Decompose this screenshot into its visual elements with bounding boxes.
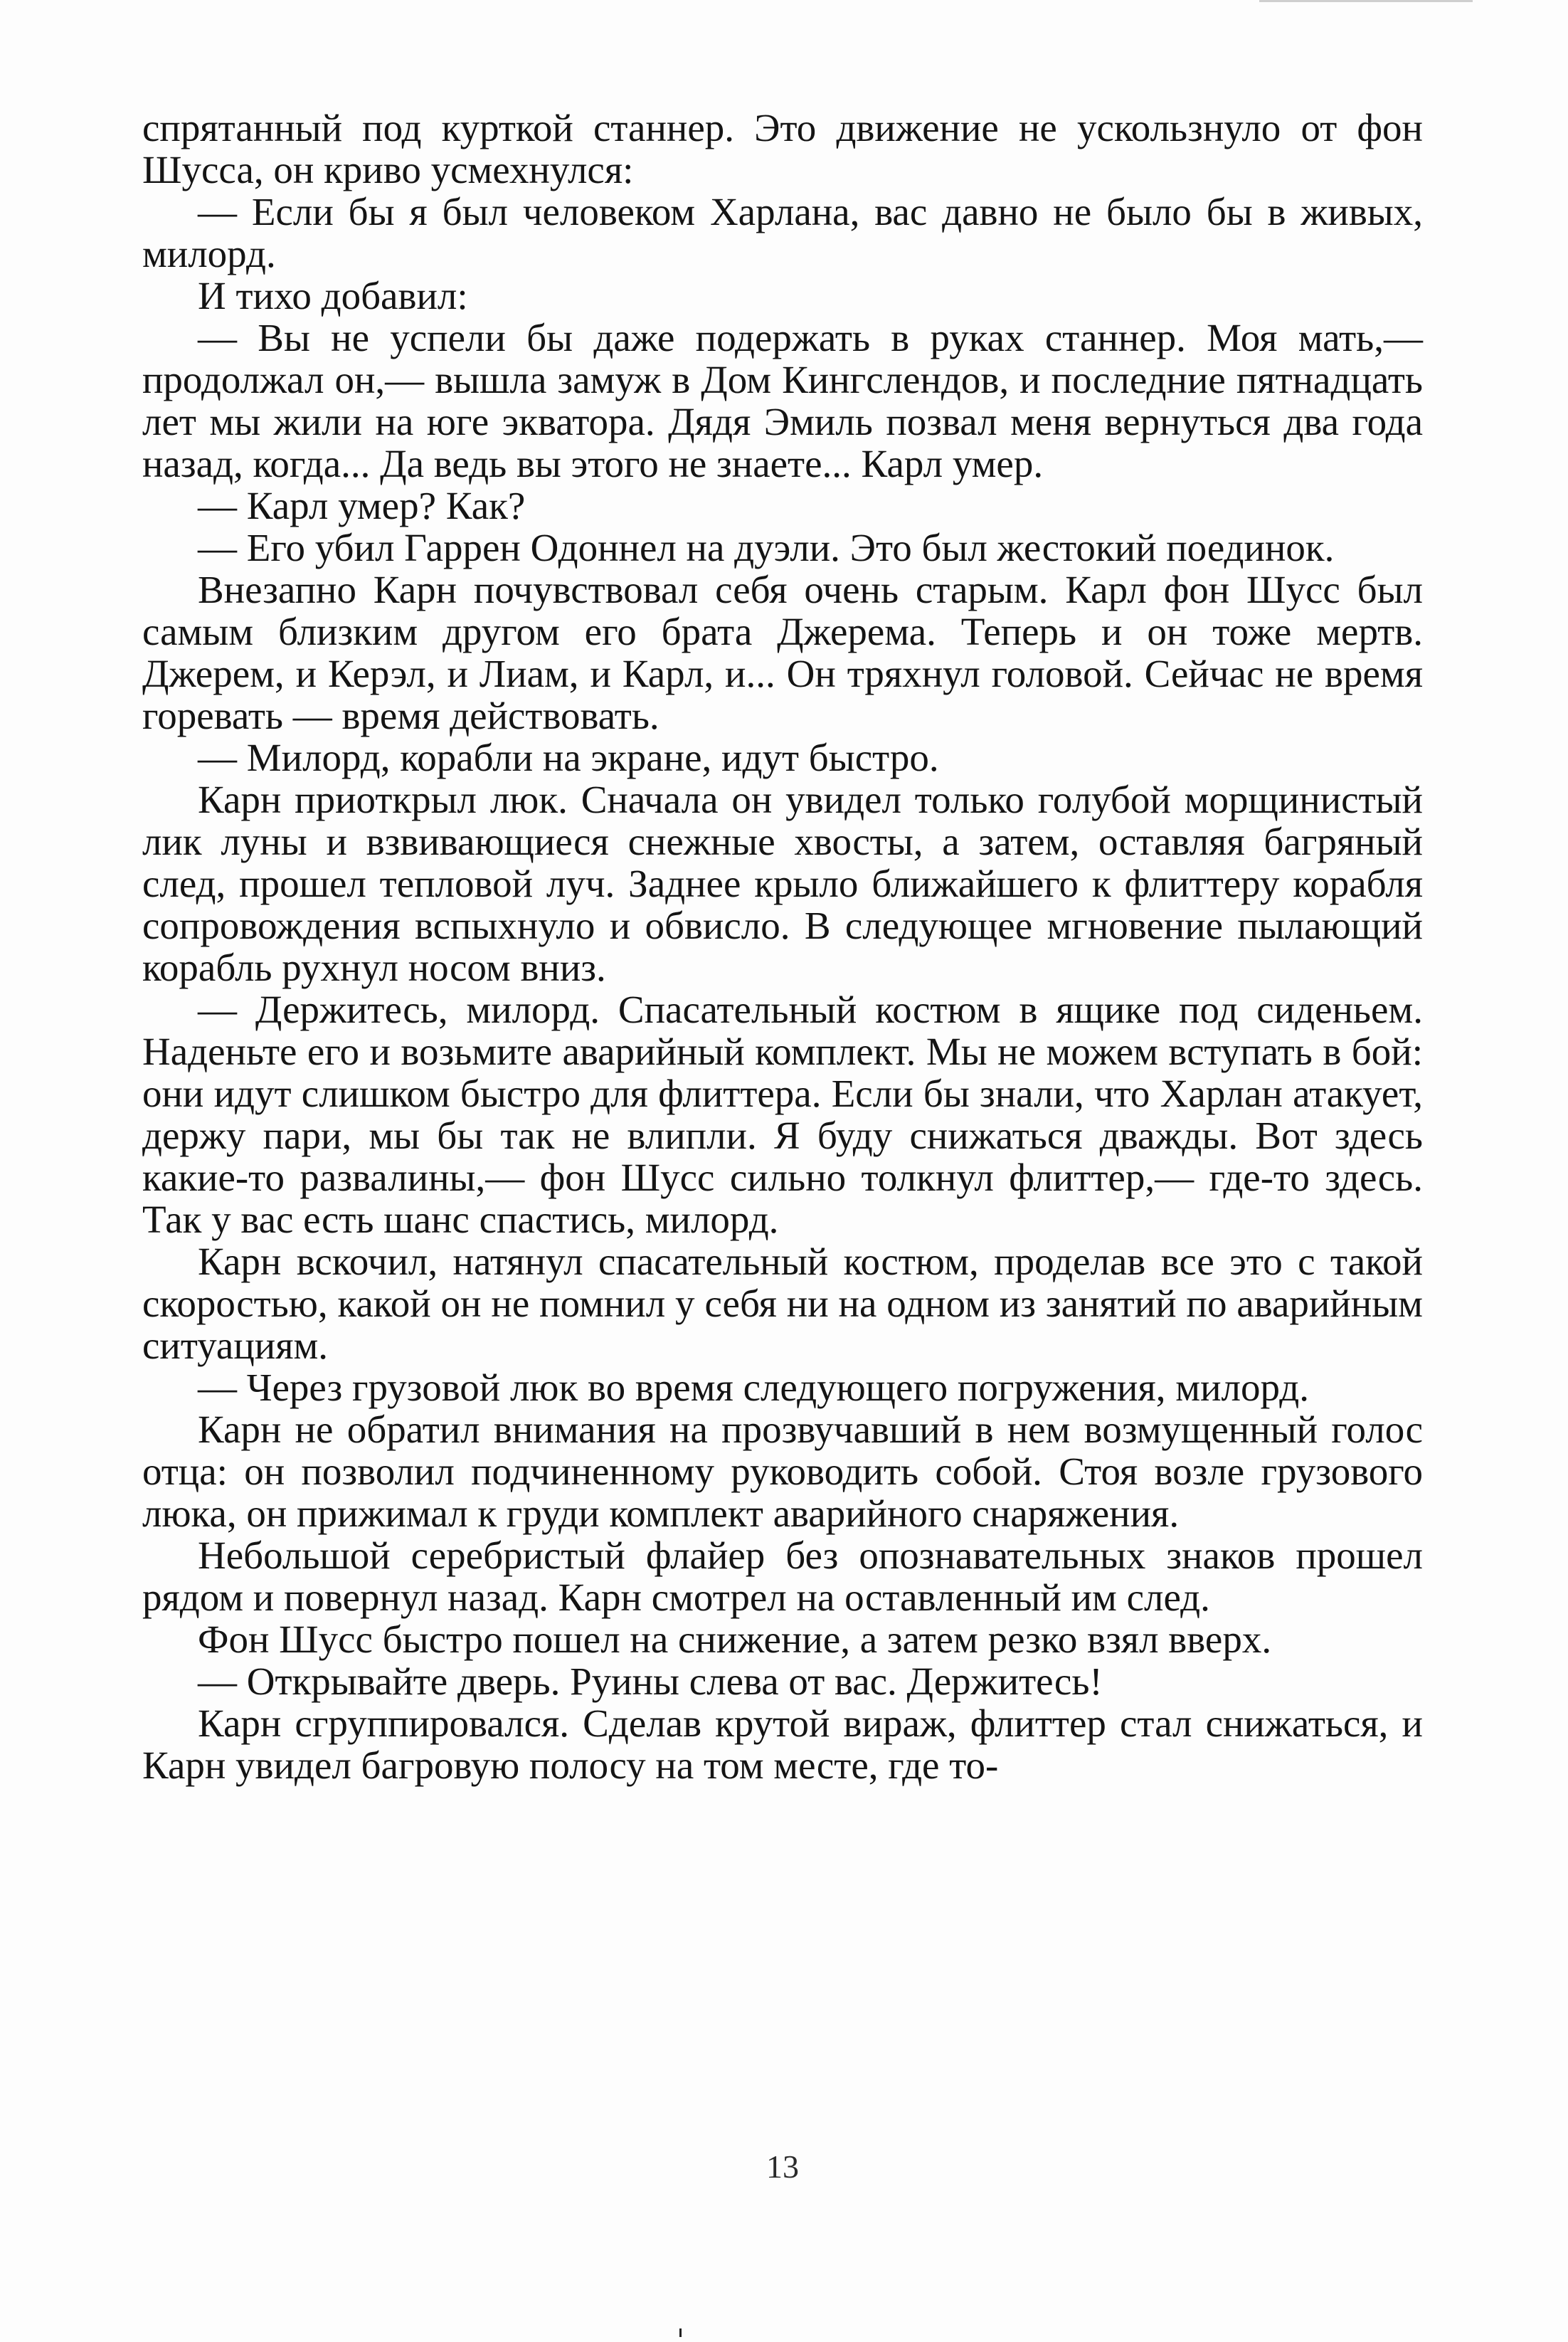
paragraph: Карн вскочил, натянул спасательный костюм, проделав все это с такой скоростью, какой он не помнил у себя ни на одном из занятий по аварийным ситуациям. xyxy=(142,1240,1423,1367)
paragraph: спрятанный под курткой станнер. Это движение не ускользнуло от фон Шусса, он криво усмехнулся: xyxy=(142,106,1423,191)
scan-speck xyxy=(679,2328,682,2337)
paragraph: Небольшой серебристый флайер без опознавательных знаков прошел рядом и повернул назад. Карн смотрел на оставленный им след. xyxy=(142,1534,1423,1619)
paragraph: Фон Шусс быстро пошел на снижение, а затем резко взял вверх. xyxy=(198,1618,1272,1661)
paragraph: — Открывайте дверь. Руины слева от вас. Держитесь! xyxy=(198,1660,1103,1703)
paragraph: Карн не обратил внимания на прозвучавший в нем возмущенный голос отца: он позволил подчиненному руководить собой. Стоя возле грузового люка, он прижимал к груди комплект аварийного снаряжения. xyxy=(142,1408,1423,1535)
paragraph: — Милорд, корабли на экране, идут быстро. xyxy=(198,736,939,779)
paragraph: — Карл умер? Как? xyxy=(198,484,526,527)
paragraph: — Его убил Гаррен Одоннел на дуэли. Это был жестокий поединок. xyxy=(198,526,1335,569)
paragraph: Карн сгруппировался. Сделав крутой вираж, флиттер стал снижаться, и Карн увидел багровую полосу на том месте, где то- xyxy=(142,1702,1423,1787)
page-number: 13 xyxy=(766,2148,799,2185)
scan-speck xyxy=(1259,0,1473,2)
paragraph: Внезапно Карн почувствовал себя очень старым. Карл фон Шусс был самым близким другом его брата Джерема. Теперь и он тоже мертв. Джерем, и Керэл, и Лиам, и Карл, и... Он тряхнул головой. Сейчас не время горевать — время действовать. xyxy=(142,568,1423,737)
paragraph: — Вы не успели бы даже подержать в руках станнер. Моя мать,— продолжал он,— вышла замуж в Дом Кингслендов, и последние пятнадцать лет мы жили на юге экватора. Дядя Эмиль позвал меня вернуться два года назад, когда... Да ведь вы этого не знаете... Карл умер. xyxy=(142,316,1423,485)
paragraph: И тихо добавил: xyxy=(198,274,468,317)
paragraph: — Держитесь, милорд. Спасательный костюм в ящике под сиденьем. Наденьте его и возьмите аварийный комплект. Мы не можем вступать в бой: они идут слишком быстро для флиттера. Если бы знали, что Харлан атакует, держу пари, мы бы так не влипли. Я буду снижаться дважды. Вот здесь какие-то развалины,— фон Шусс сильно толкнул флиттер,— где-то здесь. Так у вас есть шанс спастись, милорд. xyxy=(142,988,1423,1241)
paragraph: — Через грузовой люк во время следующего погружения, милорд. xyxy=(198,1366,1309,1409)
paragraph: Карн приоткрыл люк. Сначала он увидел только голубой морщинистый лик луны и взвивающиеся снежные хвосты, а затем, оставляя багряный след, прошел тепловой луч. Заднее крыло ближайшего к флиттеру корабля сопровождения вспыхнуло и обвисло. В следующее мгновение пылающий корабль рухнул носом вниз. xyxy=(142,778,1423,989)
paragraph: — Если бы я был человеком Харлана, вас давно не было бы в живых, милорд. xyxy=(142,190,1423,275)
body-text xyxy=(142,107,1423,1786)
